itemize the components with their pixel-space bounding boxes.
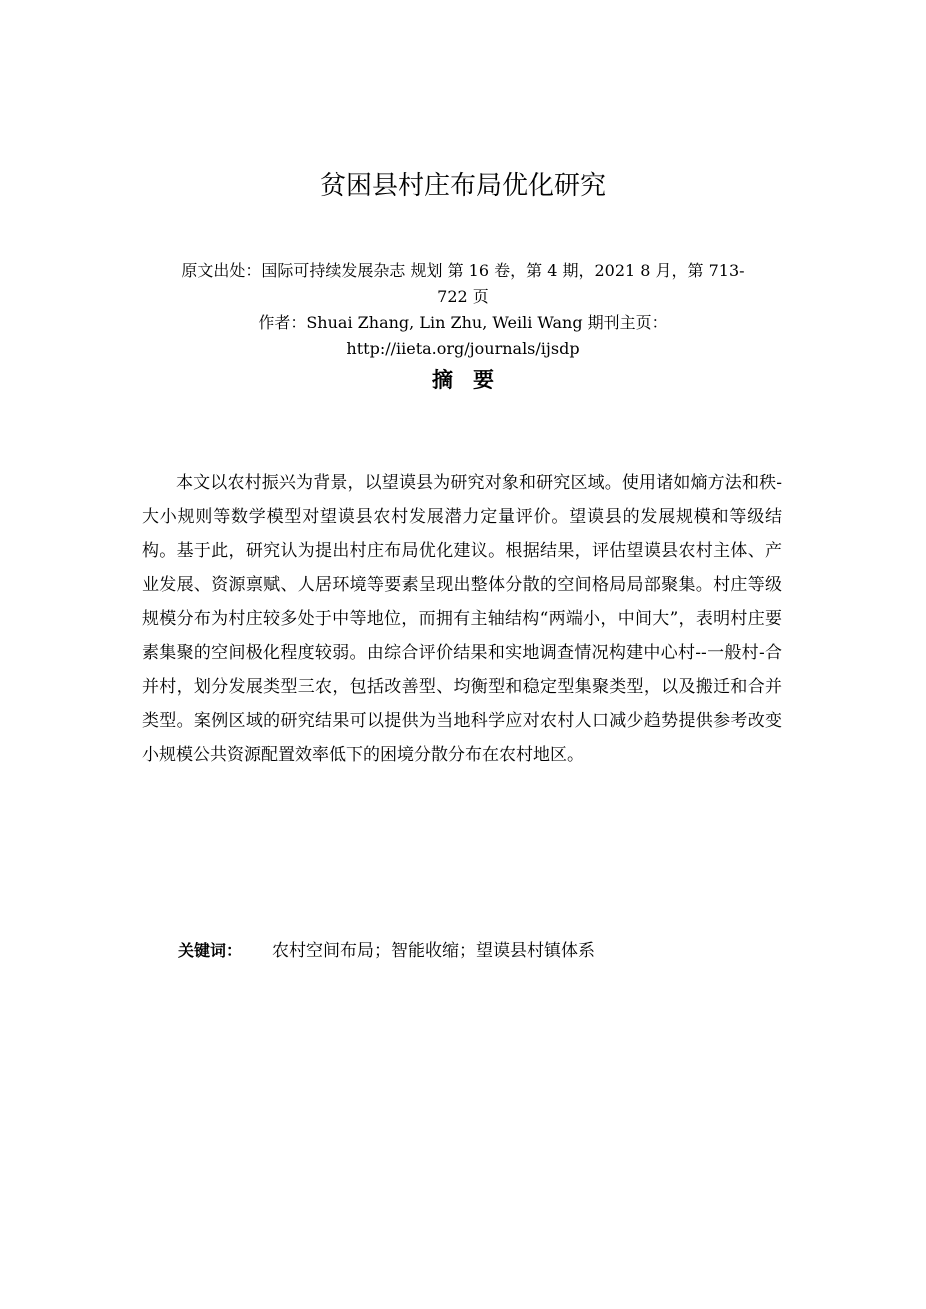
abstract-body: 本文以农村振兴为背景，以望谟县为研究对象和研究区域。使用诸如熵方法和秩-大小规则等数学模型对望谟县农村发展潜力定量评价。望谟县的发展规模和等级结构。基于此，研究认为提出村庄布局优化建议。根据结果，评估望谟县农村主体、产业发展、资源禀赋、人居环境等要素呈现出整体分散的空间格局局部聚集。村庄等级规模分布为村庄较多处于中等地位，而拥有主轴结构“两端小，中间大”，表明村庄要素集聚的空间极化程度较弱。由综合评价结果和实地调查情况构建中心村--一般村-合并村，划分发展类型三农，包括改善型、均衡型和稳定型集聚类型，以及搬迁和合并类型。案例区域的研究结果可以提供为当地科学应对农村人口减少趋势提供参考改变小规模公共资源配置效率低下的困境分散分布在农村地区。	[142, 473, 782, 765]
source-info	[170, 258, 756, 362]
paper-title: 贫困县村庄布局优化研究	[319, 171, 606, 201]
keywords-label: 关键词：	[178, 941, 243, 960]
keywords-line	[178, 936, 778, 966]
abstract-heading: 摘要	[432, 368, 514, 392]
source-citation: 原文出处：国际可持续发展杂志 规划 第 16 卷，第 4 期，2021 8 月，第 713-722 页	[181, 261, 745, 306]
keywords-value: 农村空间布局；智能收缩；望谟县村镇体系	[272, 941, 595, 961]
source-authors: 作者：Shuai Zhang, Lin Zhu, Weili Wang 期刊主页：http://iieta.org/journals/ijsdp	[258, 313, 668, 358]
